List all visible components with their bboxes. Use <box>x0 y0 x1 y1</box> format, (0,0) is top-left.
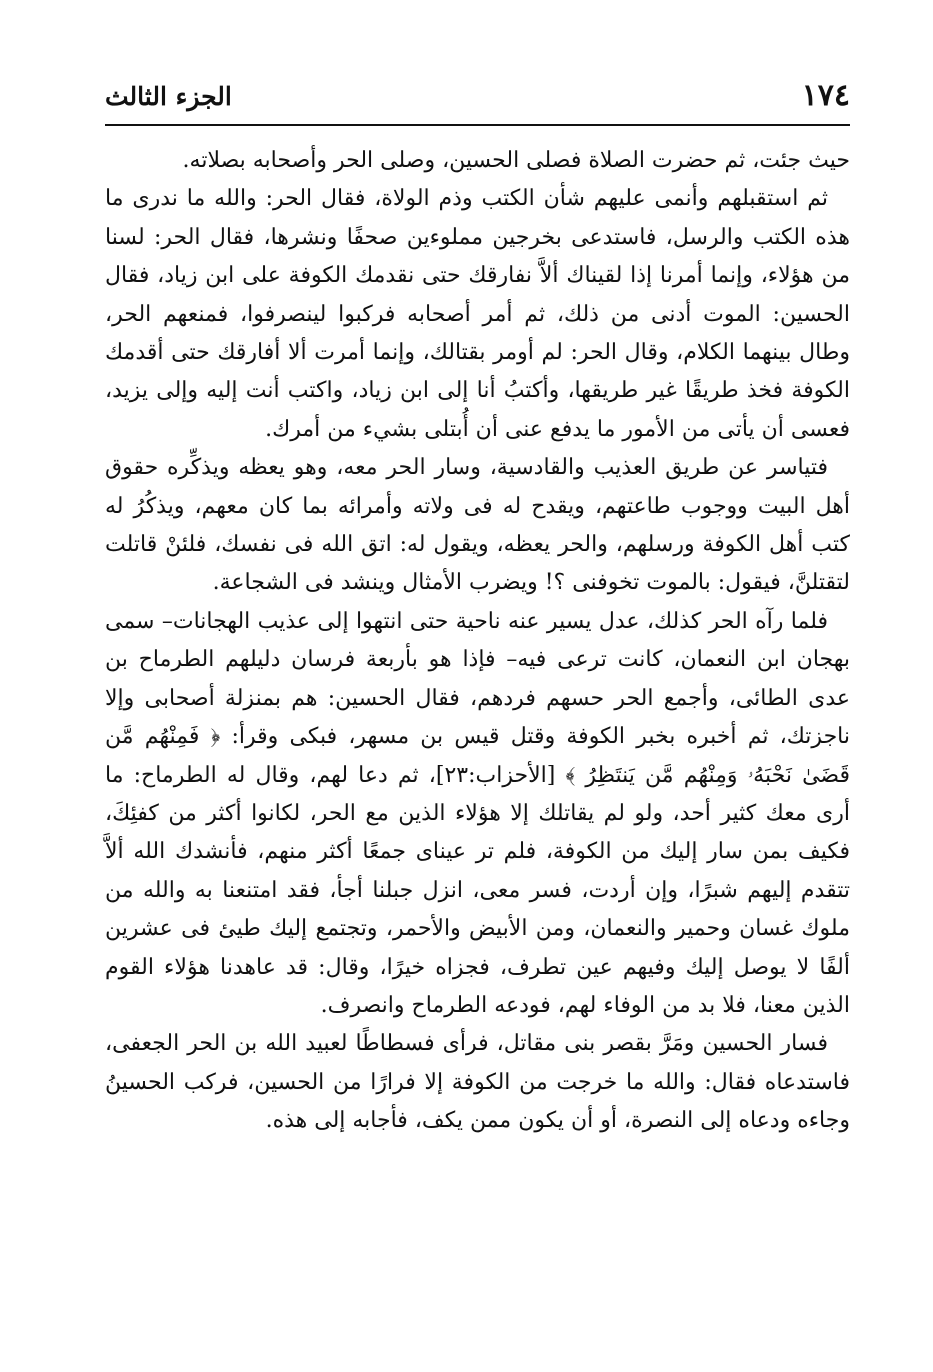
body-text <box>105 142 850 1141</box>
running-title: الجزء الثالث <box>105 82 232 111</box>
paragraph: فسار الحسين ومَرَّ بقصر بنى مقاتل، فرأى فسطاطًا لعبيد الله بن الحر الجعفى، فاستدعاه فقال: والله ما خرجت من الكوفة إلا فرارًا من الحسين، فركب الحسينُ وجاءه ودعاه إلى النصرة، أو أن يكون ممن يكف، فأجابه إلى هذه. <box>105 1031 850 1134</box>
paragraph: ثم استقبلهم وأنمى عليهم شأن الكتب وذم الولاة، فقال الحر: والله ما ندرى ما هذه الكتب والرسل، فاستدعى بخرجين مملوءين صحفًا ونشرها، فقال الحر: لسنا من هؤلاء، وإنما أمرنا إذا لقيناك ألاَّ نفارقك حتى نقدمك الكوفة على ابن زياد، فقال الحسين: الموت أدنى من ذلك، ثم أمر أصحابه فركبوا لينصرفوا، فمنعهم الحر، وطال بينهما الكلام، وقال الحر: لم أومر بقتالك، وإنما أمرت ألا أفارقك حتى أقدمك الكوفة فخذ طريقًا غير طريقها، وأكتبُ أنا إلى ابن زياد، واكتب أنت إليه وإلى يزيد، فعسى أن يأتى من الأمور ما يدفع عنى أن أُبتلى بشيء من أمرك. <box>105 186 850 442</box>
paragraph: فلما رآه الحر كذلك، عدل يسير عنه ناحية حتى انتهوا إلى عذيب الهجانات– سمى بهجان ابن النعمان، كانت ترعى فيه– فإذا هو بأربعة فرسان دليلهم الطرماح بن عدى الطائى، وأجمع الحر حسهم فردهم، فقال الحسين: هم بمنزلة أصحابى وإلا ناجزتك، ثم أخبره بخبر الكوفة وقتل قيس بن مسهر، فبكى وقرأ: ﴿ فَمِنْهُم مَّن قَضَىٰ نَحْبَهُۥ وَمِنْهُم مَّن يَنتَظِرُ ﴾ [الأحزاب:٢٣]، ثم دعا لهم، وقال له الطرماح: ما أرى معك كثير أحد، ولو لم يقاتلك إلا هؤلاء الذين مع الحر، لكانوا أكثر من كفئِكَ، فكيف بمن سار إليك من الكوفة، فلم تر عيناى جمعًا أكثر منهم، فأنشدك الله ألاَّ تتقدم إليهم شبرًا، وإن أردت، فسر معى، انزل جبلنا أجأ، فقد امتنعنا به والله من ملوك غسان وحمير والنعمان، ومن الأبيض والأحمر، وتجتمع إليك طيئ فى عشرين ألفًا لا يوصل إليك وفيهم عين تطرف، فجزاه خيرًا، وقال: قد عاهدنا هؤلاء القوم الذين معنا، فلا بد من الوفاء لهم، فودعه الطرماح وانصرف. <box>105 608 850 1018</box>
paragraph: حيث جئت، ثم حضرت الصلاة فصلى الحسين، وصلى الحر وأصحابه بصلاته. <box>182 148 850 173</box>
paragraph: فتياسر عن طريق العذيب والقادسية، وسار الحر معه، وهو يعظه ويذكِّره حقوق أهل البيت ووجوب طاعتهم، ويقدح له فى ولاته وأمرائه بما كان معهم، ويذكُرُ له كتب أهل الكوفة ورسلهم، والحر يعظه، ويقول له: اتق الله فى نفسك، فلئنْ قاتلت لتقتلنَّ، فيقول: بالموت تخوفنى ؟! ويضرب الأمثال وينشد فى الشجاعة. <box>105 455 850 596</box>
page-header <box>105 74 850 126</box>
page-number: ١٧٤ <box>801 78 850 113</box>
